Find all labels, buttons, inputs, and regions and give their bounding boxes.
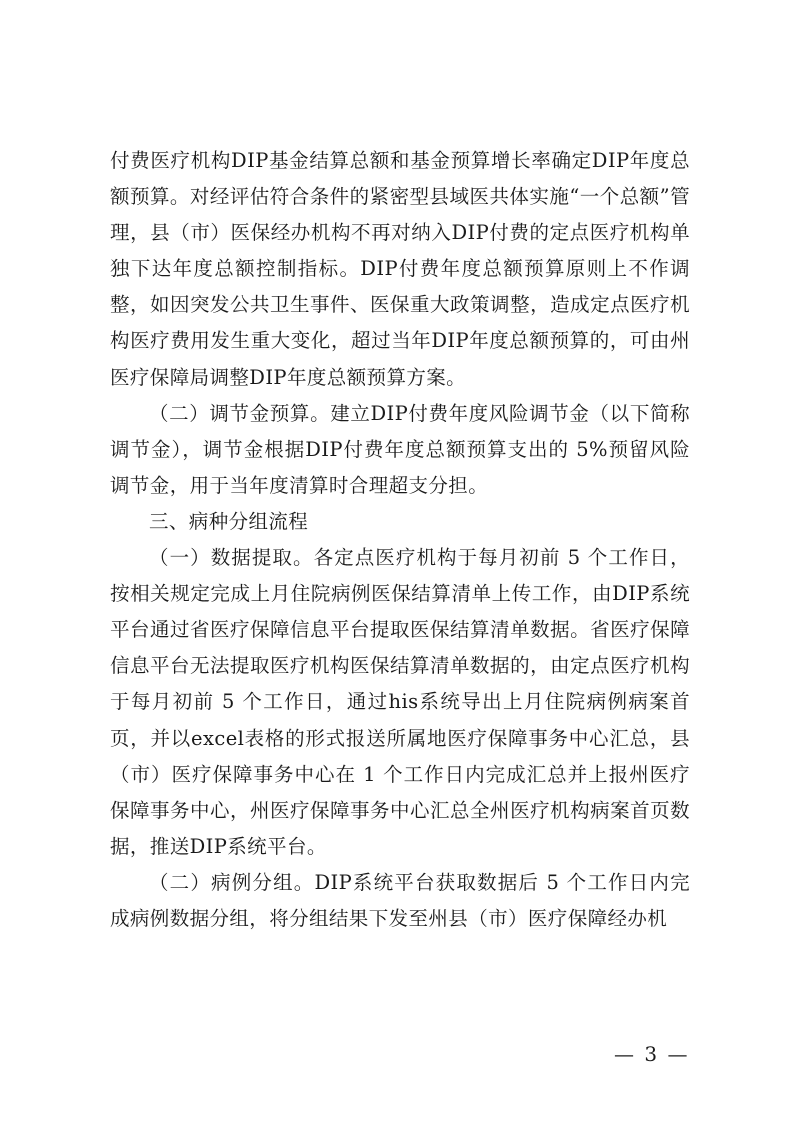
paragraph-data-extraction: （一）数据提取。各定点医疗机构于每月初前 5 个工作日，按相关规定完成上月住院病例医保结算清单上传工作，由DIP系统平台通过省医疗保障信息平台提取医保结算清单数据。省医疗保障信息平台无法提取医疗机构医保结算清单数据的，由定点医疗机构于每月初前 5 个工作日，通过his系统导出上月住院病例病案首页，并以excel表格的形式报送所属地医疗保障事务中心汇总，县（市）医疗保障事务中心在 1 个工作日内完成汇总并上报州医疗保障事务中心，州医疗保障事务中心汇总全州医疗机构病案首页数据，推送DIP系统平台。 (110, 546, 690, 858)
paragraph-adjustment-fund: （二）调节金预算。建立DIP付费年度风险调节金（以下简称调节金），调节金根据DIP付费年度总额预算支出的 5%预留风险调节金，用于当年度清算时合理超支分担。 (110, 401, 690, 497)
page-number: — 3 — (614, 1042, 690, 1066)
section-heading-grouping-process: 三、病种分组流程 (149, 509, 309, 533)
document-body (110, 143, 690, 937)
paragraph-budget-total: 付费医疗机构DIP基金结算总额和基金预算增长率确定DIP年度总额预算。对经评估符合条件的紧密型县域医共体实施“一个总额”管理，县（市）医保经办机构不再对纳入DIP付费的定点医疗机构单独下达年度总额控制指标。DIP付费年度总额预算原则上不作调整，如因突发公共卫生事件、医保重大政策调整，造成定点医疗机构医疗费用发生重大变化，超过当年DIP年度总额预算的，可由州医疗保障局调整DIP年度总额预算方案。 (110, 149, 690, 389)
paragraph-case-grouping: （二）病例分组。DIP系统平台获取数据后 5 个工作日内完成病例数据分组，将分组结果下发至州县（市）医疗保障经办机 (110, 870, 690, 930)
